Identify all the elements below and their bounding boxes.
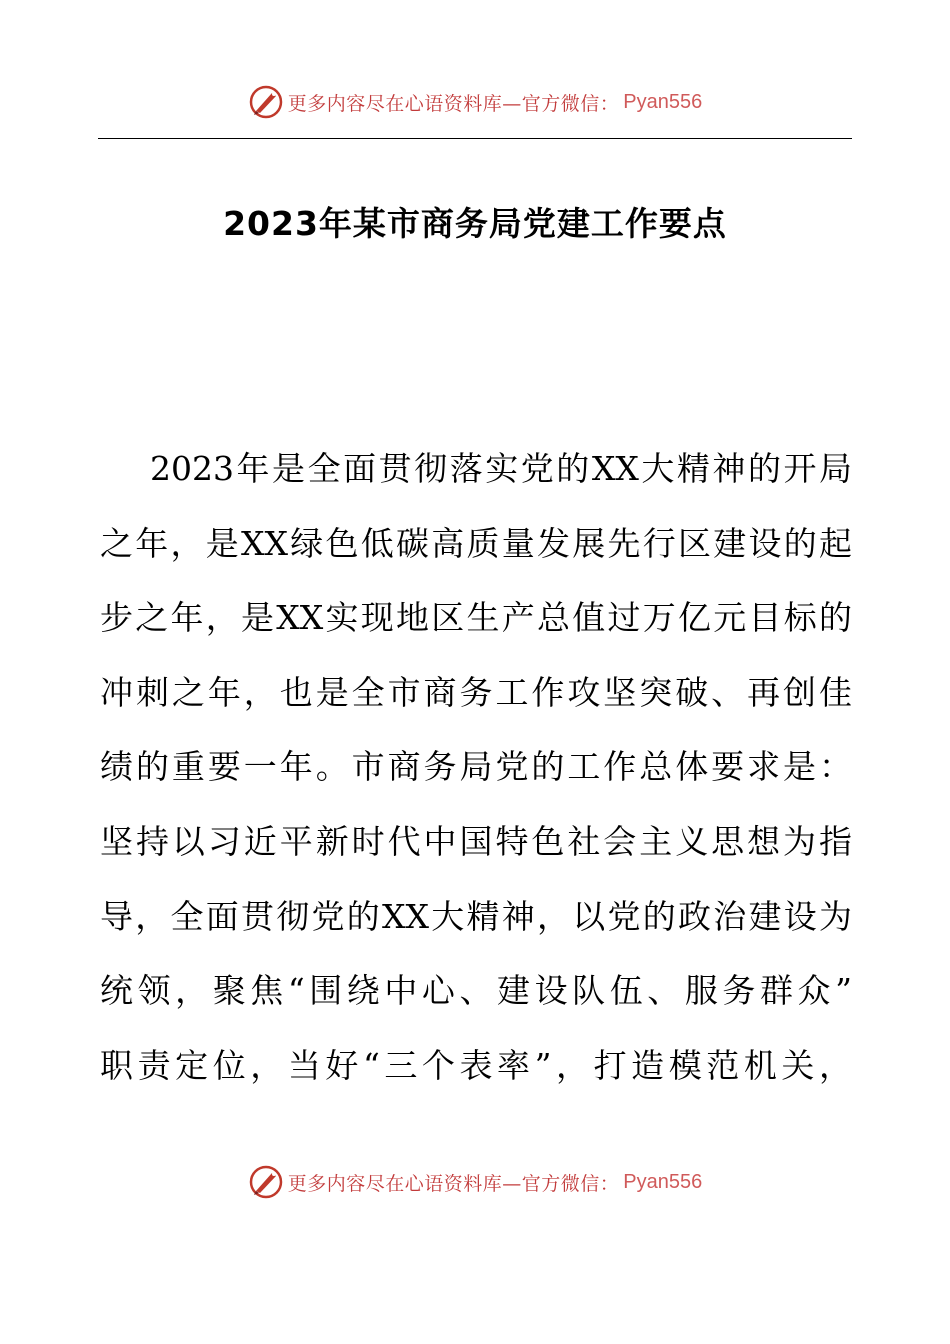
document-body: [100, 432, 852, 1103]
body-line: 步之年，是XX实现地区生产总值过万亿元目标的: [100, 598, 852, 638]
body-line: 绩的重要一年。市商务局党的工作总体要求是：: [100, 747, 852, 787]
header-banner: [0, 82, 950, 122]
header-divider: [98, 138, 852, 139]
pen-logo-icon: [248, 1164, 284, 1200]
document-title: 2023年某市商务局党建工作要点: [223, 204, 727, 243]
body-line: 之年，是XX绿色低碳高质量发展先行区建设的起: [100, 523, 852, 563]
body-line: 统领，聚焦“围绕中心、建设队伍、服务群众”: [100, 971, 852, 1011]
body-line: 坚持以习近平新时代中国特色社会主义思想为指: [100, 821, 852, 861]
pen-logo-icon: [248, 84, 284, 120]
banner-text: 更多内容尽在心语资料库—官方微信：: [287, 92, 620, 115]
body-line: 冲刺之年，也是全市商务工作攻坚突破、再创佳: [100, 672, 852, 712]
body-line: 导，全面贯彻党的XX大精神，以党的政治建设为: [100, 896, 852, 936]
body-line: 职责定位，当好“三个表率”，打造模范机关，: [100, 1045, 852, 1085]
footer-banner: [0, 1162, 950, 1202]
wechat-id: Pyan556: [623, 90, 703, 113]
wechat-id: Pyan556: [623, 1170, 703, 1193]
body-line: 2023年是全面贯彻落实党的XX大精神的开局: [150, 449, 852, 488]
banner-text: 更多内容尽在心语资料库—官方微信：: [287, 1172, 620, 1195]
